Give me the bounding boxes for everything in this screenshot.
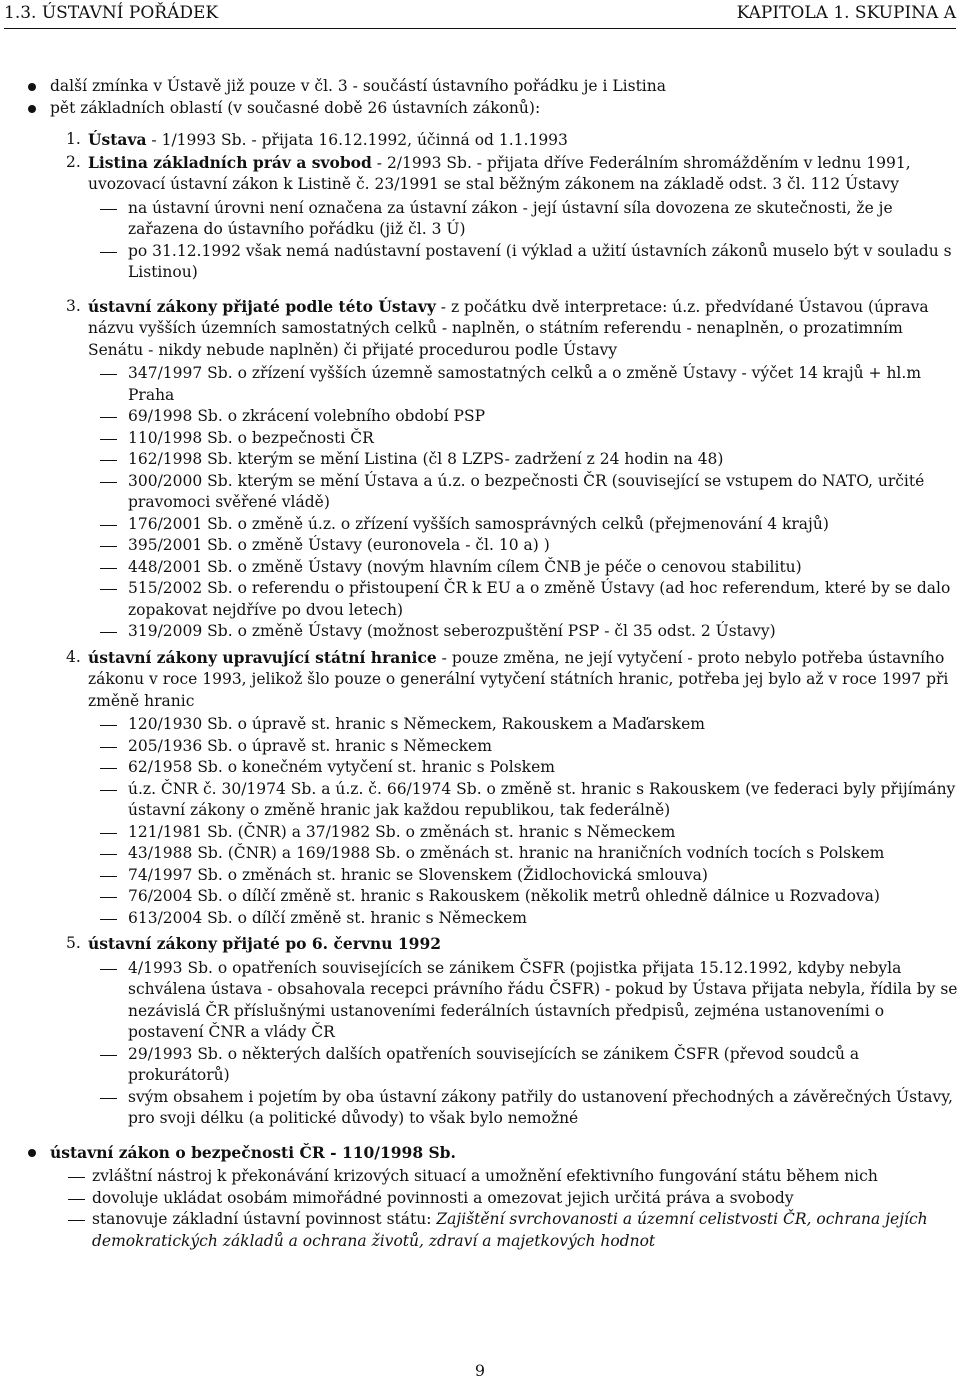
list-item: 300/2000 Sb. kterým se mění Ústava a ú.z. o bezpečnosti ČR (související se vstupem do NATO, určité pravomoci svěřené vládě) — [28, 471, 960, 514]
chapter-label: KAPITOLA 1. SKUPINA A — [736, 3, 956, 23]
list-item: na ústavní úrovni není označena za ústavní zákon - její ústavní síla dovozena ze skutečnosti, že je zařazena do ústavního pořádku (již čl. 3 Ú) — [28, 198, 960, 241]
list-item: 162/1998 Sb. kterým se mění Listina (čl 8 LZPS- zadržení z 24 hodin na 48) — [28, 449, 960, 471]
sublist — [28, 958, 960, 1130]
list-item: 29/1993 Sb. o některých dalších opatřeních souvisejících se zánikem ČSFR (převod soudců a prokurátorů) — [28, 1044, 960, 1087]
list-item: 76/2004 Sb. o dílčí změně st. hranic s Rakouskem (několik metrů ohledně dálnice u Rozvadova) — [28, 886, 960, 908]
list-item: 176/2001 Sb. o změně ú.z. o zřízení vyšších samosprávných celků (přejmenování 4 krajů) — [28, 514, 960, 536]
list-item: dovoluje ukládat osobám mimořádné povinnosti a omezovat jejich určitá práva a svobody — [28, 1188, 960, 1210]
list-item: 613/2004 Sb. o dílčí změně st. hranic s Německem — [28, 908, 960, 930]
list-item: svým obsahem i pojetím by oba ústavní zákony patřily do ustanovení přechodných a závěrečných Ústavy, pro svoji délku (a politické důvody) to však bylo nemožné — [28, 1087, 960, 1130]
bullet-item: pět základních oblastí (v současné době 26 ústavních zákonů): — [28, 98, 960, 120]
list-item: 43/1988 Sb. (ČNR) a 169/1988 Sb. o změnách st. hranic na hraničních vodních tocích s Polskem — [28, 843, 960, 865]
bullet-item: další zmínka v Ústavě již pouze v čl. 3 - součástí ústavního pořádku je i Listina — [28, 76, 960, 98]
page-content — [28, 76, 960, 1256]
sublist — [28, 363, 960, 643]
page-header — [4, 0, 956, 30]
list-item: 120/1930 Sb. o úpravě st. hranic s Německem, Rakouskem a Maďarskem — [28, 714, 960, 736]
list-item: 515/2002 Sb. o referendu o přistoupení ČR k EU a o změně Ústavy (ad hoc referendum, které by se dalo zopakovat nejdříve po dvou letech) — [28, 578, 960, 621]
sublist — [28, 1166, 960, 1252]
page-number: 9 — [474, 1361, 486, 1380]
list-item: ú.z. ČNR č. 30/1974 Sb. a ú.z. č. 66/1974 Sb. o změně st. hranic s Rakouskem (ve federaci byly přijímány ústavní zákony o změně hranic jak každou republikou, tak federálně) — [28, 779, 960, 822]
list-item: 121/1981 Sb. (ČNR) a 37/1982 Sb. o změnách st. hranic s Německem — [28, 822, 960, 844]
list-item: 4/1993 Sb. o opatřeních souvisejících se zánikem ČSFR (pojistka přijata 15.12.1992, kdyby nebyla schválena ústava - obsahovala recepci právního řádu ČSFR) - pokud by Ústava přijata nebyla, řídila by se nezávislá ČR příslušnými ustanoveními federálních ústavních předpisů, zejména ustanoveními o postavení ČNR a vlády ČR — [28, 958, 960, 1044]
bullet-item — [28, 1142, 960, 1165]
list-item: zvláštní nástroj k překonávání krizových situací a umožnění efektivního fungování státu během nich — [28, 1166, 960, 1188]
header-rule — [4, 28, 956, 29]
list-item: 110/1998 Sb. o bezpečnosti ČR — [28, 428, 960, 450]
list-item-5: 5. ústavní zákony přijaté po 6. červnu 1992 — [66, 934, 442, 953]
security-heading: ústavní zákon o bezpečnosti ČR - 110/1998 Sb. — [50, 1142, 456, 1162]
sublist — [28, 714, 960, 929]
sublist — [28, 198, 960, 284]
list-item-3: 3. ústavní zákony přijaté podle této Ústavy - z počátku dvě interpretace: ú.z. předvídané Ústavou (úprava názvu vyšších územních samostatných celků - naplněn, o státním referendu - nenaplněn, o prozatimním Senátu - nikdy nebude naplněn) či přijaté procedurou podle Ústavy — [66, 296, 929, 359]
list-item: po 31.12.1992 však nemá nadústavní postavení (i výklad a užití ústavních zákonů muselo být v souladu s Listinou) — [28, 241, 960, 284]
list-item-2: 2. Listina základních práv a svobod - 2/1993 Sb. - přijata dříve Federálním shromážděním v lednu 1991, uvozovací ústavní zákon k Listině č. 23/1991 se stal běžným zákonem na základě odst. 3 čl. 112 Ústavy — [66, 152, 911, 193]
list-item: 395/2001 Sb. o změně Ústavy (euronovela - čl. 10 a) ) — [28, 535, 960, 557]
list-item: 62/1958 Sb. o konečném vytyčení st. hranic s Polskem — [28, 757, 960, 779]
list-item: 319/2009 Sb. o změně Ústavy (možnost seberozpuštění PSP - čl 35 odst. 2 Ústavy) — [28, 621, 960, 643]
list-item: stanovuje základní ústavní povinnost státu: Zajištění svrchovanosti a územní celistvosti ČR, ochrana jejích demokratických základů a ochrana životů, zdraví a majetkových hodnot — [28, 1209, 960, 1252]
list-item: 347/1997 Sb. o zřízení vyšších územně samostatných celků a o změně Ústavy - výčet 14 krajů + hl.m Praha — [28, 363, 960, 406]
list-item: 205/1936 Sb. o úpravě st. hranic s Německem — [28, 736, 960, 758]
list-item: 448/2001 Sb. o změně Ústavy (novým hlavním cílem ČNB je péče o cenovou stabilitu) — [28, 557, 960, 579]
list-item: 69/1998 Sb. o zkrácení volebního období PSP — [28, 406, 960, 428]
list-item-4: 4. ústavní zákony upravující státní hranice - pouze změna, ne její vytyčení - proto nebylo potřeba ústavního zákonu v roce 1993, jelikož šlo pouze o generální vytyčení státních hranic, potřeba jej bylo až v roce 1997 při změně hranic — [66, 647, 949, 710]
section-title: 1.3. ÚSTAVNÍ POŘÁDEK — [4, 3, 219, 23]
list-item: 74/1997 Sb. o změnách st. hranic se Slovenskem (Židlochovická smlouva) — [28, 865, 960, 887]
list-item-1: 1. Ústava - 1/1993 Sb. - přijata 16.12.1992, účinná od 1.1.1993 — [66, 130, 568, 149]
